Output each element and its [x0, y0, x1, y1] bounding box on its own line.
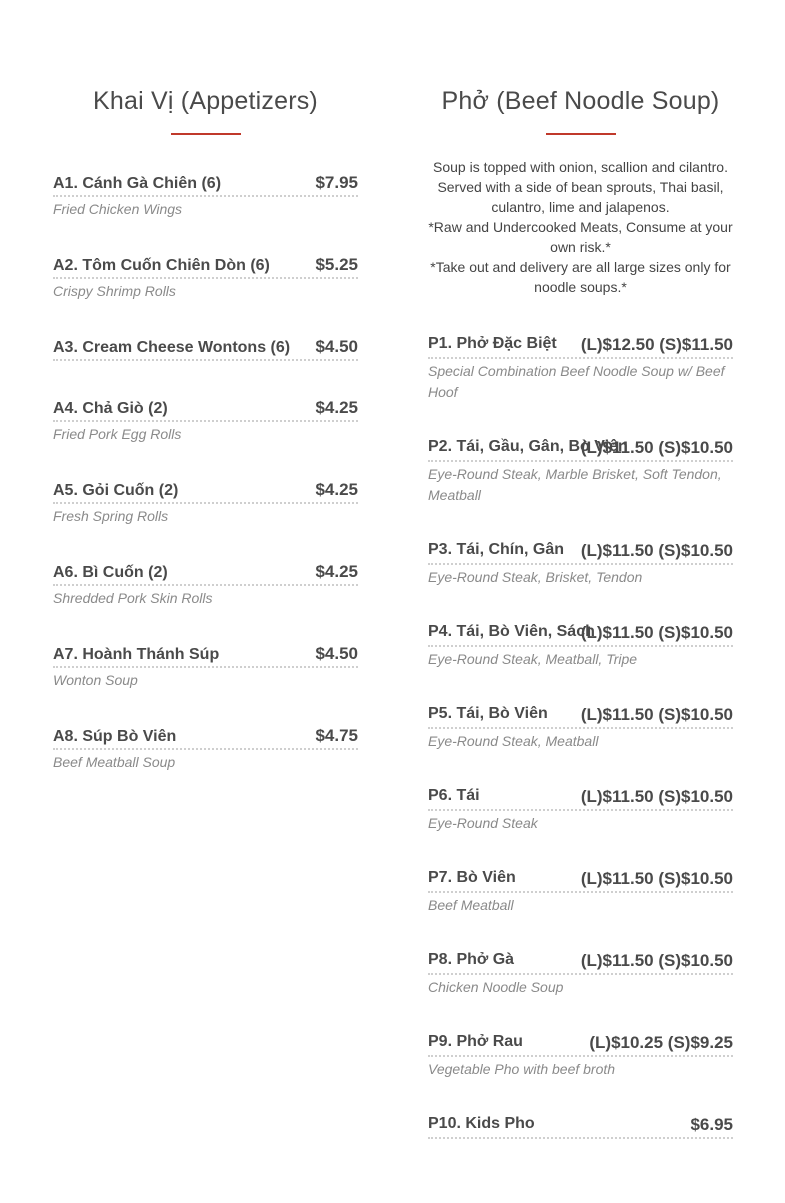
menu-item: [53, 337, 358, 398]
item-head: [53, 726, 358, 750]
menu-item: [53, 255, 358, 337]
item-price: $6.95: [690, 1115, 733, 1134]
item-name: P6. Tái: [428, 787, 480, 804]
item-head: [53, 562, 358, 586]
pho-section: [428, 86, 733, 1197]
item-name: P4. Tái, Bò Viên, Sách: [428, 623, 595, 640]
item-head: [428, 541, 733, 565]
item-head: [53, 398, 358, 422]
item-name: A3. Cream Cheese Wontons (6): [53, 339, 291, 356]
item-head: [428, 869, 733, 893]
item-price: (L)$12.50 (S)$11.50: [580, 335, 733, 354]
item-head: [428, 438, 733, 462]
item-price: $5.25: [315, 255, 358, 274]
menu-item: [53, 562, 358, 644]
item-description: Fried Chicken Wings: [53, 201, 183, 217]
item-head: [428, 787, 733, 811]
item-description: Fresh Spring Rolls: [53, 508, 169, 524]
menu-item: [428, 335, 733, 438]
menu-item: [428, 1033, 733, 1115]
item-head: [428, 1033, 733, 1057]
item-name: P7. Bò Viên: [428, 869, 516, 886]
menu-item: [53, 644, 358, 726]
item-price: (L)$11.50 (S)$10.50: [580, 951, 733, 970]
menu-item: [428, 705, 733, 787]
appetizers-title-rule: [171, 133, 241, 135]
menu-item: [53, 726, 358, 808]
item-description: Chicken Noodle Soup: [428, 979, 564, 995]
item-description: Fried Pork Egg Rolls: [53, 426, 182, 442]
item-price: (L)$11.50 (S)$10.50: [580, 705, 733, 724]
item-description: Crispy Shrimp Rolls: [53, 283, 176, 299]
menu-item: [428, 541, 733, 623]
intro-paragraph: *Take out and delivery are all large sizes only for noodle soups.*: [430, 259, 731, 295]
item-price: $4.50: [315, 337, 358, 356]
item-name: A7. Hoành Thánh Súp: [53, 646, 220, 663]
item-description: Eye-Round Steak, Brisket, Tendon: [428, 569, 643, 585]
item-price: (L)$11.50 (S)$10.50: [580, 869, 733, 888]
intro-paragraph: Soup is topped with onion, scallion and cilantro. Served with a side of bean sprouts, Thai basil, culantro, lime and jalapenos.: [433, 159, 728, 215]
item-head: [428, 1115, 733, 1139]
item-head: [428, 623, 733, 647]
menu-item: [428, 1115, 733, 1197]
menu-item: [428, 869, 733, 951]
menu-item: [53, 480, 358, 562]
item-head: [53, 644, 358, 668]
appetizers-section: [53, 86, 358, 808]
item-head: [428, 705, 733, 729]
item-head: [428, 335, 733, 359]
menu-item: [53, 173, 358, 255]
item-price: (L)$11.50 (S)$10.50: [580, 438, 733, 457]
item-description: Beef Meatball Soup: [53, 754, 176, 770]
item-description: Wonton Soup: [53, 672, 138, 688]
item-price: $4.25: [315, 480, 358, 499]
item-price: (L)$11.50 (S)$10.50: [580, 623, 733, 642]
item-name: P5. Tái, Bò Viên: [428, 705, 548, 722]
item-description: Eye-Round Steak, Meatball: [428, 733, 599, 749]
menu-item: [428, 951, 733, 1033]
item-price: (L)$11.50 (S)$10.50: [580, 541, 733, 560]
item-description: Beef Meatball: [428, 897, 514, 913]
item-name: A1. Cánh Gà Chiên (6): [53, 175, 222, 192]
item-head: [428, 951, 733, 975]
item-head: [53, 480, 358, 504]
item-price: $7.95: [315, 173, 358, 192]
item-price: $4.25: [315, 562, 358, 581]
menu-item: [428, 438, 733, 541]
appetizers-title: Khai Vị (Appetizers): [93, 87, 318, 115]
item-price: $4.25: [315, 398, 358, 417]
item-head: [53, 173, 358, 197]
pho-list: [428, 335, 733, 1197]
intro-paragraph: *Raw and Undercooked Meats, Consume at your own risk.*: [428, 219, 733, 255]
menu-item: [53, 398, 358, 480]
item-name: P9. Phở Rau: [428, 1033, 523, 1050]
item-name: A2. Tôm Cuốn Chiên Dòn (6): [53, 257, 270, 274]
item-name: P8. Phở Gà: [428, 951, 515, 968]
item-price: $4.75: [315, 726, 358, 745]
item-name: P1. Phở Đặc Biệt: [428, 335, 557, 352]
item-name: P2. Tái, Gầu, Gân, Bò Viên: [428, 438, 628, 455]
item-name: P3. Tái, Chín, Gân: [428, 541, 565, 558]
item-description: Eye-Round Steak, Marble Brisket, Soft Tendon, Meatball: [428, 466, 722, 503]
item-head: [53, 255, 358, 279]
menu-item: [428, 787, 733, 869]
pho-title-rule: [546, 133, 616, 135]
item-description: Eye-Round Steak, Meatball, Tripe: [428, 651, 638, 667]
item-price: $4.50: [315, 644, 358, 663]
item-price: (L)$11.50 (S)$10.50: [580, 787, 733, 806]
pho-intro: [428, 157, 733, 297]
item-name: A5. Gỏi Cuốn (2): [53, 482, 179, 499]
item-name: A6. Bì Cuốn (2): [53, 564, 168, 581]
item-name: P10. Kids Pho: [428, 1115, 535, 1132]
item-name: A4. Chả Giò (2): [53, 400, 168, 417]
item-description: Eye-Round Steak: [428, 815, 538, 831]
pho-title: Phở (Beef Noodle Soup): [441, 87, 720, 115]
menu-item: [428, 623, 733, 705]
item-description: Vegetable Pho with beef broth: [428, 1061, 616, 1077]
item-name: A8. Súp Bò Viên: [53, 728, 177, 745]
appetizer-list: [53, 173, 358, 808]
item-price: (L)$10.25 (S)$9.25: [589, 1033, 733, 1052]
item-description: Shredded Pork Skin Rolls: [53, 590, 213, 606]
item-head: [53, 337, 358, 361]
item-description: Special Combination Beef Noodle Soup w/ Beef Hoof: [428, 363, 725, 400]
